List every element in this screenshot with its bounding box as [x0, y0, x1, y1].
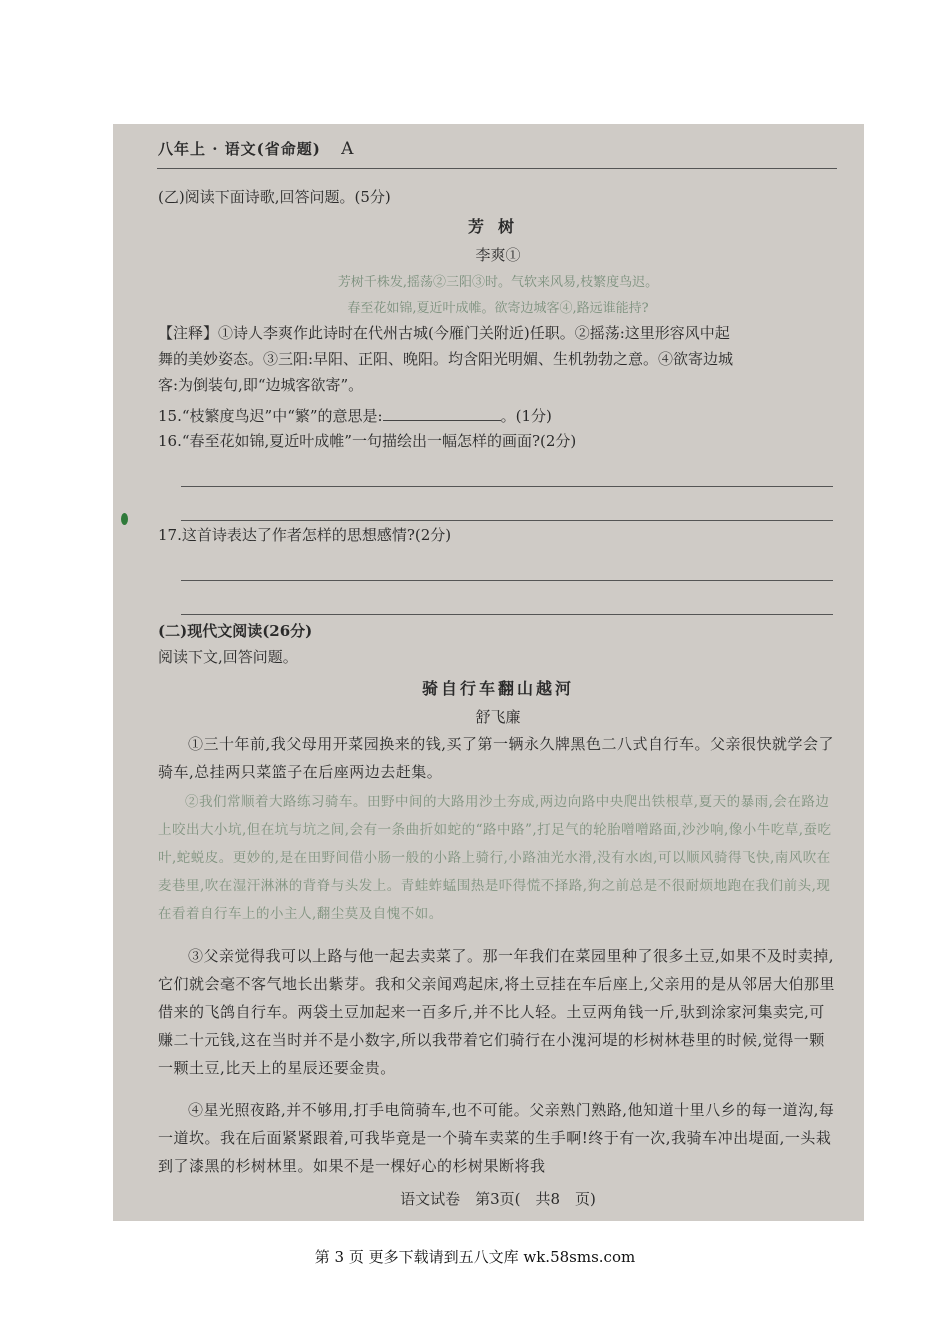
- scanned-exam-page: [113, 124, 864, 1221]
- poem-title: 芳树: [467, 217, 528, 236]
- modern-reading-heading: (二)现代文阅读(26分): [158, 622, 313, 640]
- poem-line-1: 芳树千株发,摇荡②三阳③时。气软来风易,枝繁度鸟迟。: [337, 275, 659, 290]
- poem-author: 李爽①: [475, 246, 521, 264]
- exam-page-footer: 语文试卷 第3页( 共8 页): [400, 1190, 596, 1208]
- answer-line-16b[interactable]: [181, 520, 833, 521]
- exam-header-title: 八年上 · 语文(省命题): [158, 140, 321, 158]
- question-15-blank[interactable]: [383, 404, 501, 421]
- article-paragraph-4: ④星光照夜路,并不够用,打手电筒骑车,也不可能。父亲熟门熟路,他知道十里八乡的每一道沟,每一道坎。我在后面紧紧跟着,可我毕竟是一个骑车卖菜的生手啊!终于有一次,我骑车冲出堤面,一头栽到了漆黑的杉树林里。如果不是一棵好心的杉树果断将我: [158, 1101, 835, 1175]
- note-line-3: 客:为倒装句,即“边城客欲寄”。: [158, 376, 364, 394]
- question-15-text: 15.“枝繁度鸟迟”中“繁”的意思是:: [158, 407, 383, 425]
- note-line-2: 舞的美妙姿态。③三阳:早阳、正阳、晚阳。均含阳光明媚、生机勃勃之意。④欲寄边城: [158, 350, 734, 368]
- green-ink-mark: [121, 513, 128, 525]
- poem-line-2: 春至花如锦,夏近叶成帷。欲寄边城客④,路远谁能持?: [347, 301, 649, 316]
- modern-reading-instruction: 阅读下文,回答问题。: [158, 648, 298, 666]
- note-line-1: 【注释】①诗人李爽作此诗时在代州古城(今雁门关附近)任职。②摇荡:这里形容风中起: [158, 324, 730, 342]
- document-footer: 第 3 页 更多下载请到五八文库 wk.58sms.com: [314, 1248, 636, 1266]
- article-paragraph-1: ①三十年前,我父母用开菜园换来的钱,买了第一辆永久牌黑色二八式自行车。父亲很快就学会了骑车,总挂两只菜篮子在后座两边去赶集。: [158, 735, 835, 781]
- article-author: 舒飞廉: [475, 708, 521, 726]
- article-paragraph-2: ②我们常顺着大路练习骑车。田野中间的大路用沙土夯成,两边向路中央爬出铁根草,夏天的暴雨,会在路边上咬出大小坑,但在坑与坑之间,会有一条曲折如蛇的“路中路”,打足气的轮胎噌噌路面,沙沙响,像小牛吃草,蚕吃叶,蛇蜕皮。更妙的,是在田野间借小肠一般的小路上骑行,小路油光水滑,没有水凼,可以顺风骑得飞快,南风吹在麦巷里,吹在湿汗淋淋的背脊与头发上。青蛙蚱蜢围热是吓得慌不择路,狗之前总是不很耐烦地跑在我们前头,现在看着自行车上的小主人,翻尘莫及自愧不如。: [158, 794, 832, 922]
- article-paragraph-3: ③父亲觉得我可以上路与他一起去卖菜了。那一年我们在菜园里种了很多土豆,如果不及时卖掉,它们就会毫不客气地长出紫芽。我和父亲闻鸡起床,将土豆挂在车后座上,父亲用的是从邻居大伯那里借来的飞鸽自行车。两袋土豆加起来一百多斤,并不比人轻。土豆两角钱一斤,驮到涂家河集卖完,可赚二十元钱,这在当时并不是小数字,所以我带着它们骑行在小溾河堤的杉树林巷里的时候,觉得一颗一颗土豆,比天上的星辰还要金贵。: [158, 947, 836, 1077]
- question-16: 16.“春至花如锦,夏近叶成帷”一句描绘出一幅怎样的画面?(2分): [158, 432, 577, 450]
- section-b-intro: (乙)阅读下面诗歌,回答问题。(5分): [158, 188, 391, 206]
- exam-version: A: [341, 139, 355, 159]
- answer-line-17a[interactable]: [181, 580, 833, 581]
- answer-line-16a[interactable]: [181, 486, 833, 487]
- exam-header: [158, 138, 838, 159]
- question-15-score: 。(1分): [500, 407, 552, 425]
- question-15: [158, 404, 838, 427]
- answer-line-17b[interactable]: [181, 614, 833, 615]
- question-17: 17.这首诗表达了作者怎样的思想感情?(2分): [158, 526, 452, 544]
- header-divider: [157, 168, 837, 169]
- article-title: 骑自行车翻山越河: [421, 679, 574, 698]
